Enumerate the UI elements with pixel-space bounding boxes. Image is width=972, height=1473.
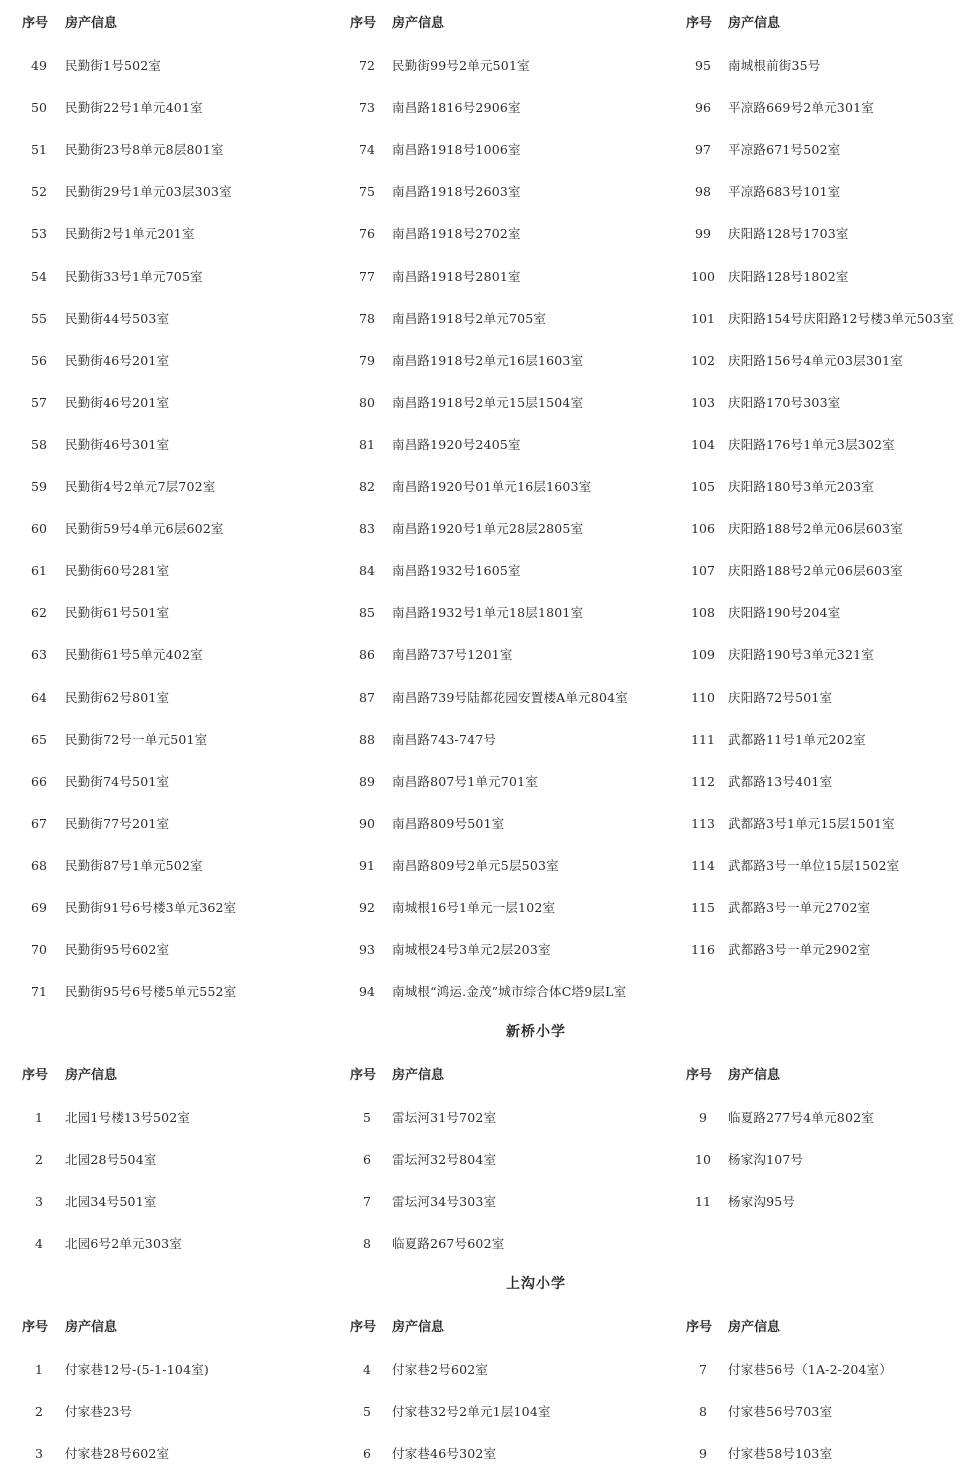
row-number: 53 [31,226,47,242]
header-number-label: 序号 [22,1068,49,1083]
property-info: 民勤街61号501室 [65,605,170,621]
row-number: 96 [695,100,711,116]
property-info: 南昌路1918号2603室 [392,184,521,200]
property-info: 庆阳路188号2单元06层603室 [728,563,903,579]
property-info: 庆阳路180号3单元203室 [728,479,874,494]
property-info: 雷坛河32号804室 [392,1152,497,1168]
header-number-label: 序号 [22,1320,49,1335]
property-info: 南昌路1920号01单元16层1603室 [392,479,592,494]
row-number: 59 [31,479,47,494]
property-info: 付家巷58号103室 [728,1446,833,1462]
row-number: 114 [691,857,715,873]
property-info: 付家巷32号2单元1层104室 [392,1404,551,1420]
row-number: 58 [31,436,47,452]
header-number-label: 序号 [350,16,377,31]
row-number: 100 [691,268,715,284]
row-number: 57 [31,394,47,410]
row-number: 102 [691,352,715,368]
property-info: 北园6号2单元303室 [65,1236,182,1252]
row-number: 107 [691,563,715,579]
row-number: 10 [695,1152,711,1168]
row-number: 81 [359,436,375,452]
row-number: 106 [691,521,715,537]
property-info: 南昌路743-747号 [392,731,497,747]
header-info-label: 房产信息 [65,1320,118,1335]
row-number: 65 [31,731,47,747]
row-number: 97 [695,142,711,158]
property-info: 平凉路671号502室 [728,142,841,158]
row-number: 92 [359,900,375,915]
row-number: 73 [359,100,375,116]
property-info: 付家巷56号（1A-2-204室） [728,1362,893,1377]
property-info: 雷坛河34号303室 [392,1194,497,1210]
property-info: 庆阳路190号204室 [728,605,841,621]
property-info: 北园34号501室 [65,1194,157,1210]
property-info: 民勤街1号502室 [65,58,162,73]
row-number: 6 [363,1446,371,1462]
header-number-label: 序号 [686,1068,713,1083]
row-number: 75 [359,184,375,200]
property-info: 民勤街4号2单元7层702室 [65,479,216,494]
property-info: 临夏路277号4单元802室 [728,1110,874,1125]
row-number: 98 [695,184,711,200]
row-number: 78 [359,310,375,326]
property-info: 南城根16号1单元一层102室 [392,900,556,915]
property-info: 民勤街72号一单元501室 [65,731,208,747]
property-info: 武都路3号1单元15层1501室 [728,815,895,831]
property-info: 民勤街91号6号楼3单元362室 [65,900,237,915]
row-number: 115 [691,900,715,915]
property-info: 南昌路1932号1单元18层1801室 [392,605,584,621]
row-number: 52 [31,184,47,200]
property-info: 南昌路737号1201室 [392,647,513,663]
property-info: 民勤街44号503室 [65,310,170,326]
property-info: 民勤街2号1单元201室 [65,226,195,242]
row-number: 67 [31,815,47,831]
header-info-label: 房产信息 [728,1320,781,1335]
property-info: 庆阳路154号庆阳路12号楼3单元503室 [728,310,954,326]
row-number: 4 [363,1362,371,1377]
row-number: 63 [31,647,47,663]
row-number: 99 [695,226,711,242]
row-number: 64 [31,689,47,705]
property-info: 南城根前街35号 [728,58,821,73]
property-info: 付家巷56号703室 [728,1404,833,1420]
row-number: 86 [359,647,375,663]
property-info: 南昌路1918号2单元15层1504室 [392,394,584,410]
row-number: 1 [35,1110,43,1125]
row-number: 5 [363,1404,371,1420]
header-info-label: 房产信息 [392,1068,445,1083]
property-info: 庆阳路72号501室 [728,689,833,705]
property-info: 付家巷23号 [65,1404,133,1420]
property-info: 南昌路1816号2906室 [392,100,521,116]
row-number: 1 [35,1362,43,1377]
header-info-label: 房产信息 [728,1068,781,1083]
row-number: 8 [363,1236,371,1252]
property-info: 南城根24号3单元2层203室 [392,942,551,958]
header-number-label: 序号 [350,1068,377,1083]
property-info: 武都路3号一单元2702室 [728,900,871,915]
header-number-label: 序号 [686,1320,713,1335]
property-info: 南昌路1918号2单元705室 [392,310,547,326]
row-number: 7 [363,1194,371,1210]
property-info: 民勤街46号201室 [65,352,170,368]
row-number: 87 [359,689,375,705]
property-info: 民勤街74号501室 [65,773,170,789]
row-number: 103 [691,394,715,410]
row-number: 105 [691,479,715,494]
property-info: 北园1号楼13号502室 [65,1110,191,1125]
property-info: 临夏路267号602室 [392,1236,505,1252]
row-number: 70 [31,942,47,958]
property-info: 民勤街99号2单元501室 [392,58,530,73]
row-number: 104 [691,436,715,452]
row-number: 90 [359,815,375,831]
row-number: 79 [359,352,375,368]
row-number: 3 [35,1446,43,1462]
row-number: 108 [691,605,715,621]
property-info: 南昌路1932号1605室 [392,563,521,579]
row-number: 60 [31,521,47,537]
property-info: 南昌路1918号2702室 [392,226,521,242]
property-info: 南昌路807号1单元701室 [392,773,538,789]
property-info: 杨家沟95号 [728,1194,796,1210]
property-info: 庆阳路128号1802室 [728,268,849,284]
row-number: 71 [31,984,47,1000]
row-number: 49 [31,58,47,73]
row-number: 91 [359,857,375,873]
row-number: 93 [359,942,375,958]
property-info: 武都路3号一单位15层1502室 [728,857,900,873]
property-info: 北园28号504室 [65,1152,157,1168]
property-info: 付家巷28号602室 [65,1446,170,1462]
property-info: 民勤街60号281室 [65,563,170,579]
property-info: 民勤街59号4单元6层602室 [65,521,224,537]
property-info: 庆阳路156号4单元03层301室 [728,352,903,368]
row-number: 2 [35,1152,43,1168]
row-number: 95 [695,58,711,73]
row-number: 7 [699,1362,707,1377]
property-info: 武都路13号401室 [728,773,833,789]
row-number: 113 [691,815,715,831]
row-number: 110 [691,689,715,705]
property-info: 南昌路1920号1单元28层2805室 [392,521,584,537]
property-info: 民勤街95号6号楼5单元552室 [65,984,237,1000]
property-info: 雷坛河31号702室 [392,1110,497,1125]
row-number: 77 [359,268,375,284]
header-number-label: 序号 [22,16,49,31]
row-number: 8 [699,1404,707,1420]
row-number: 89 [359,773,375,789]
property-info: 平凉路683号101室 [728,184,841,200]
section-title: 新桥小学 [506,1024,566,1040]
row-number: 9 [699,1446,707,1462]
property-info: 南昌路1918号2801室 [392,268,521,284]
property-info: 庆阳路128号1703室 [728,226,849,242]
row-number: 68 [31,857,47,873]
row-number: 51 [31,142,47,158]
property-info: 民勤街62号801室 [65,689,170,705]
row-number: 88 [359,731,375,747]
row-number: 111 [691,731,715,747]
property-info: 付家巷46号302室 [392,1446,497,1462]
row-number: 56 [31,352,47,368]
header-number-label: 序号 [686,16,713,31]
property-info: 庆阳路170号303室 [728,394,841,410]
property-info: 民勤街61号5单元402室 [65,647,203,663]
property-info: 付家巷12号-(5-1-104室) [65,1362,209,1377]
property-info: 庆阳路190号3单元321室 [728,647,874,663]
header-info-label: 房产信息 [728,16,781,31]
row-number: 84 [359,563,375,579]
property-info: 民勤街46号201室 [65,394,170,410]
row-number: 6 [363,1152,371,1168]
row-number: 55 [31,310,47,326]
row-number: 5 [363,1110,371,1125]
row-number: 109 [691,647,715,663]
property-info: 民勤街29号1单元03层303室 [65,184,232,200]
row-number: 80 [359,394,375,410]
row-number: 116 [691,942,715,958]
property-info: 民勤街95号602室 [65,942,170,958]
row-number: 62 [31,605,47,621]
row-number: 101 [691,310,715,326]
row-number: 69 [31,900,47,915]
property-info: 民勤街77号201室 [65,815,170,831]
header-number-label: 序号 [350,1320,377,1335]
row-number: 82 [359,479,375,494]
property-info: 平凉路669号2单元301室 [728,100,874,116]
property-info: 民勤街33号1单元705室 [65,268,203,284]
property-info: 南昌路739号陆都花园安置楼A单元804室 [392,689,628,705]
row-number: 94 [359,984,375,1000]
row-number: 66 [31,773,47,789]
header-info-label: 房产信息 [392,16,445,31]
property-info: 武都路11号1单元202室 [728,731,866,747]
header-info-label: 房产信息 [65,1068,118,1083]
property-info: 民勤街23号8单元8层801室 [65,142,224,158]
property-info: 武都路3号一单元2902室 [728,942,871,958]
property-info: 民勤街46号301室 [65,436,170,452]
row-number: 4 [35,1236,43,1252]
property-info: 南昌路1920号2405室 [392,436,521,452]
row-number: 9 [699,1110,707,1125]
row-number: 2 [35,1404,43,1420]
header-info-label: 房产信息 [65,16,118,31]
row-number: 3 [35,1194,43,1210]
property-info: 南城根“鸿运.金茂”城市综合体C塔9层L室 [392,984,627,1000]
property-info: 民勤街87号1单元502室 [65,857,203,873]
row-number: 54 [31,268,47,284]
section-title: 上沟小学 [506,1276,566,1292]
row-number: 61 [31,563,47,579]
property-info: 庆阳路188号2单元06层603室 [728,521,903,537]
property-info: 南昌路809号501室 [392,815,505,831]
row-number: 11 [695,1194,711,1210]
row-number: 72 [359,58,375,73]
row-number: 85 [359,605,375,621]
property-info: 南昌路809号2单元5层503室 [392,857,559,873]
row-number: 112 [691,773,715,789]
row-number: 76 [359,226,375,242]
header-info-label: 房产信息 [392,1320,445,1335]
property-info: 庆阳路176号1单元3层302室 [728,436,895,452]
property-info: 付家巷2号602室 [392,1362,489,1377]
property-info: 南昌路1918号1006室 [392,142,521,158]
row-number: 74 [359,142,375,158]
row-number: 83 [359,521,375,537]
row-number: 50 [31,100,47,116]
property-info: 南昌路1918号2单元16层1603室 [392,352,584,368]
property-info: 民勤街22号1单元401室 [65,100,203,116]
property-info: 杨家沟107号 [728,1152,804,1168]
